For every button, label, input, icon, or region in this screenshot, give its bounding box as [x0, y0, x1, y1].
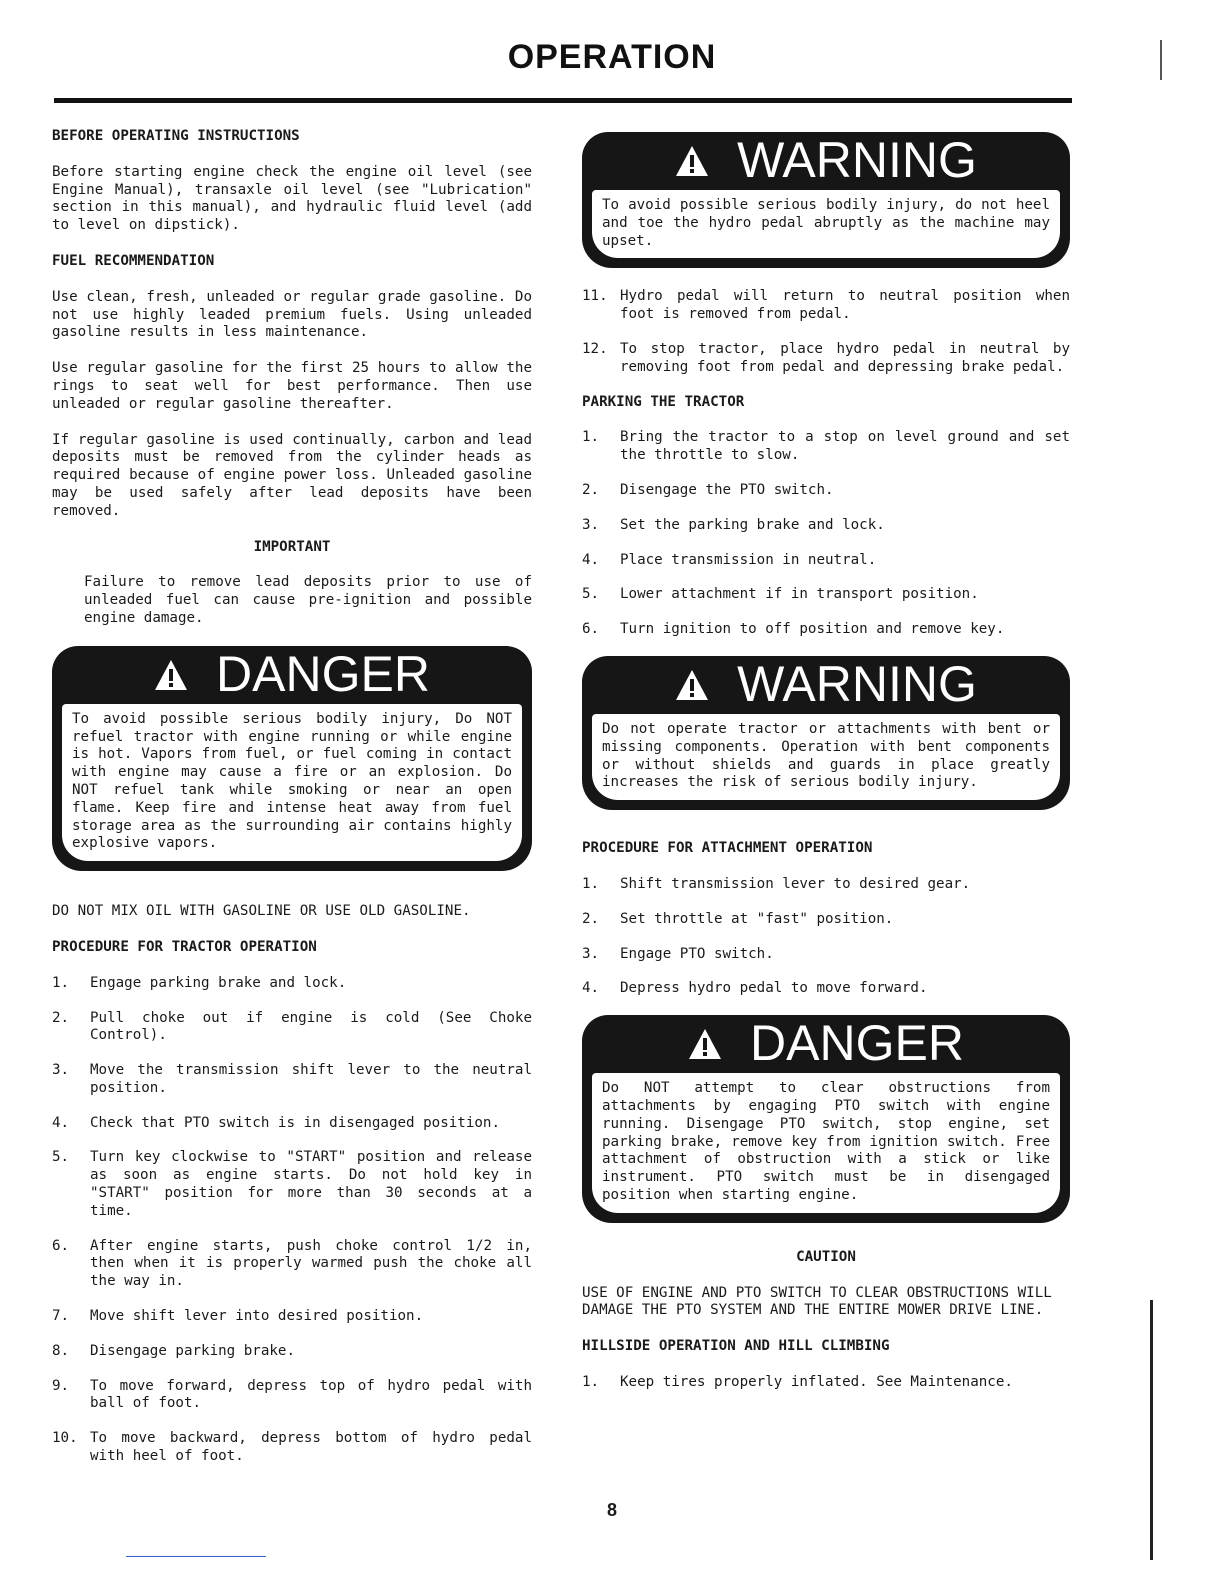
section-heading: HILLSIDE OPERATION AND HILL CLIMBING — [582, 1338, 890, 1355]
section-heading: FUEL RECOMMENDATION — [52, 252, 215, 269]
list-item-number: 11. — [582, 288, 608, 305]
paragraph: If regular gasoline is used continually, carbon and lead deposits must be removed from the cylinder heads as required because of engine power loss. Unleaded gasoline may be used safely after lead deposits have been removed. — [52, 431, 532, 519]
tractor-steps-continued-list — [582, 288, 1070, 376]
list-item — [52, 1430, 532, 1466]
list-item-text: Keep tires properly inflated. See Maintenance. — [620, 1373, 1013, 1390]
list-item-text: Check that PTO switch is in disengaged position. — [90, 1114, 500, 1131]
list-item-text: Depress hydro pedal to move forward. — [620, 980, 928, 997]
danger-sign-text: Do NOT attempt to clear obstructions from attachments by engaging PTO switch with engine running. Disengage PTO switch, stop engine, set parking brake, remove key from ignition switch. Free attachment of obstruction with a stick or like instrument. PTO switch must be in disengaged position when starting engine. — [592, 1073, 1060, 1213]
list-item — [52, 1010, 532, 1046]
list-item-text: Disengage the PTO switch. — [620, 481, 834, 498]
list-item-number: 9. — [52, 1377, 70, 1394]
section-heading: PARKING THE TRACTOR — [582, 393, 745, 410]
list-item-number: 1. — [582, 429, 600, 446]
list-item-text: Move shift lever into desired position. — [90, 1308, 424, 1325]
section-heading: PROCEDURE FOR TRACTOR OPERATION — [52, 938, 317, 955]
list-item — [52, 1308, 532, 1326]
danger-sign — [52, 646, 532, 871]
warning-sign-header — [592, 132, 1060, 190]
list-item — [582, 341, 1070, 377]
danger-sign-text: To avoid possible serious bodily injury, Do NOT refuel tractor with engine running or while engine is hot. Vapors from fuel, or fuel coming in contact with engine may cause a fire or an explosion. Do NOT refuel tank while smoking or near an open flame. Keep fire and intense heat away from fuel storage area as the surrounding air contains highly explosive vapors. — [62, 704, 522, 861]
danger-sign-title: DANGER — [216, 645, 430, 702]
list-item-text: Pull choke out if engine is cold (See Choke Control). — [90, 1009, 532, 1044]
page-number: 8 — [606, 1500, 617, 1520]
list-item-text: To move forward, depress top of hydro pedal with ball of foot. — [90, 1377, 532, 1412]
list-item-text: Set the parking brake and lock. — [620, 516, 885, 533]
tractor-steps-list — [52, 975, 532, 1466]
paragraph: Before starting engine check the engine oil level (see Engine Manual), transaxle oil level (see "Lubrication" section in this manual), and hydraulic fluid level (add to level on dipstick). — [52, 163, 532, 234]
list-item — [582, 876, 1070, 894]
list-item — [582, 946, 1070, 964]
important-text: Failure to remove lead deposits prior to use of unleaded fuel can cause pre-ignition and possible engine damage. — [84, 574, 532, 626]
important-heading: IMPORTANT — [253, 538, 331, 555]
warning-sign — [582, 656, 1070, 810]
warning-sign — [582, 132, 1070, 268]
list-item — [582, 552, 1070, 570]
list-item — [52, 1062, 532, 1098]
list-item-number: 12. — [582, 340, 608, 357]
danger-sign-header — [592, 1015, 1060, 1073]
list-item-number: 1. — [582, 875, 600, 892]
scan-edge-line — [1150, 1300, 1153, 1560]
list-item-number: 5. — [582, 586, 600, 603]
list-item-number: 3. — [582, 945, 600, 962]
warning-sign-title: WARNING — [737, 132, 977, 189]
list-item-number: 3. — [582, 516, 600, 533]
warning-triangle-icon — [675, 669, 709, 701]
list-item-text: To move backward, depress bottom of hydro pedal with heel of foot. — [90, 1430, 532, 1465]
list-item — [52, 1378, 532, 1414]
list-item-text: Bring the tractor to a stop on level ground and set the throttle to slow. — [620, 429, 1070, 464]
danger-sign-header — [62, 646, 522, 704]
section-heading: BEFORE OPERATING INSTRUCTIONS — [52, 128, 300, 144]
list-item — [582, 911, 1070, 929]
warning-triangle-icon — [688, 1028, 722, 1060]
list-item-number: 2. — [582, 481, 600, 498]
warning-sign-text: Do not operate tractor or attachments with bent or missing components. Operation with bent components or without shields and guards in place greatly increases the risk of serious bodily injury. — [592, 714, 1060, 800]
list-item-number: 2. — [582, 910, 600, 927]
list-item-number: 4. — [52, 1114, 70, 1131]
list-item-number: 8. — [52, 1342, 70, 1359]
list-item — [52, 1238, 532, 1291]
list-item-text: Lower attachment if in transport position. — [620, 586, 979, 603]
list-item-text: Disengage parking brake. — [90, 1342, 295, 1359]
list-item-text: Turn ignition to off position and remove key. — [620, 621, 1005, 638]
list-item-text: Engage parking brake and lock. — [90, 974, 347, 991]
parking-steps-list — [582, 429, 1070, 639]
list-item — [52, 1115, 532, 1133]
paragraph: Use clean, fresh, unleaded or regular grade gasoline. Do not use highly leaded premium fuels. Using unleaded gasoline results in less maintenance. — [52, 288, 532, 341]
list-item — [52, 975, 532, 993]
attachment-steps-list — [582, 876, 1070, 998]
title-rule — [54, 98, 1072, 103]
page-title: OPERATION — [507, 38, 717, 76]
warning-triangle-icon — [154, 659, 188, 691]
right-column — [582, 132, 1070, 1409]
list-item — [582, 621, 1070, 639]
hillside-steps-list — [582, 1374, 1070, 1392]
danger-sign-title: DANGER — [750, 1015, 964, 1072]
warning-triangle-icon — [675, 145, 709, 177]
list-item-number: 7. — [52, 1308, 70, 1325]
list-item-number: 2. — [52, 1009, 70, 1026]
list-item-number: 6. — [582, 621, 600, 638]
list-item-number: 4. — [582, 551, 600, 568]
left-column — [52, 128, 532, 1483]
list-item — [52, 1149, 532, 1220]
list-item-number: 4. — [582, 980, 600, 997]
list-item — [582, 482, 1070, 500]
list-item-number: 1. — [52, 974, 70, 991]
list-item-text: Set throttle at "fast" position. — [620, 910, 894, 927]
list-item-number: 1. — [582, 1373, 600, 1390]
warning-sign-text: To avoid possible serious bodily injury, do not heel and toe the hydro pedal abruptly as the machine may upset. — [592, 190, 1060, 258]
caution-heading: CAUTION — [796, 1248, 856, 1265]
list-item — [582, 288, 1070, 324]
list-item — [582, 586, 1070, 604]
list-item-number: 5. — [52, 1149, 70, 1166]
list-item — [582, 429, 1070, 465]
list-item-number: 6. — [52, 1237, 70, 1254]
list-item-text: Hydro pedal will return to neutral position when foot is removed from pedal. — [620, 288, 1070, 323]
paragraph: Use regular gasoline for the first 25 hours to allow the rings to seat well for best performance. Then use unleaded or regular gasoline thereafter. — [52, 360, 532, 412]
list-item-text: Place transmission in neutral. — [620, 551, 877, 568]
list-item-number: 3. — [52, 1062, 70, 1079]
list-item-number: 10. — [52, 1430, 78, 1447]
scan-edge-line — [1160, 40, 1162, 80]
list-item — [582, 517, 1070, 535]
list-item-text: Engage PTO switch. — [620, 945, 774, 962]
caution-text: USE OF ENGINE AND PTO SWITCH TO CLEAR OBSTRUCTIONS WILL DAMAGE THE PTO SYSTEM AND THE ENTIRE MOWER DRIVE LINE. — [582, 1284, 1052, 1319]
list-item — [582, 980, 1070, 998]
warning-sign-title: WARNING — [737, 656, 977, 713]
list-item-text: Move the transmission shift lever to the neutral position. — [90, 1062, 532, 1096]
list-item — [582, 1374, 1070, 1392]
mix-warning: DO NOT MIX OIL WITH GASOLINE OR USE OLD GASOLINE. — [52, 903, 471, 920]
footer-underline — [126, 1556, 266, 1557]
list-item-text: Turn key clockwise to "START" position and release as soon as engine starts. Do not hold key in "START" position for more than 30 seconds at a time. — [90, 1149, 532, 1219]
danger-sign — [582, 1015, 1070, 1223]
list-item — [52, 1343, 532, 1361]
list-item-text: After engine starts, push choke control 1/2 in, then when it is properly warmed push the choke all the way in. — [90, 1237, 532, 1290]
warning-sign-header — [592, 656, 1060, 714]
section-heading: PROCEDURE FOR ATTACHMENT OPERATION — [582, 840, 873, 857]
list-item-text: To stop tractor, place hydro pedal in neutral by removing foot from pedal and depressing brake pedal. — [620, 340, 1070, 375]
list-item-text: Shift transmission lever to desired gear. — [620, 875, 971, 892]
